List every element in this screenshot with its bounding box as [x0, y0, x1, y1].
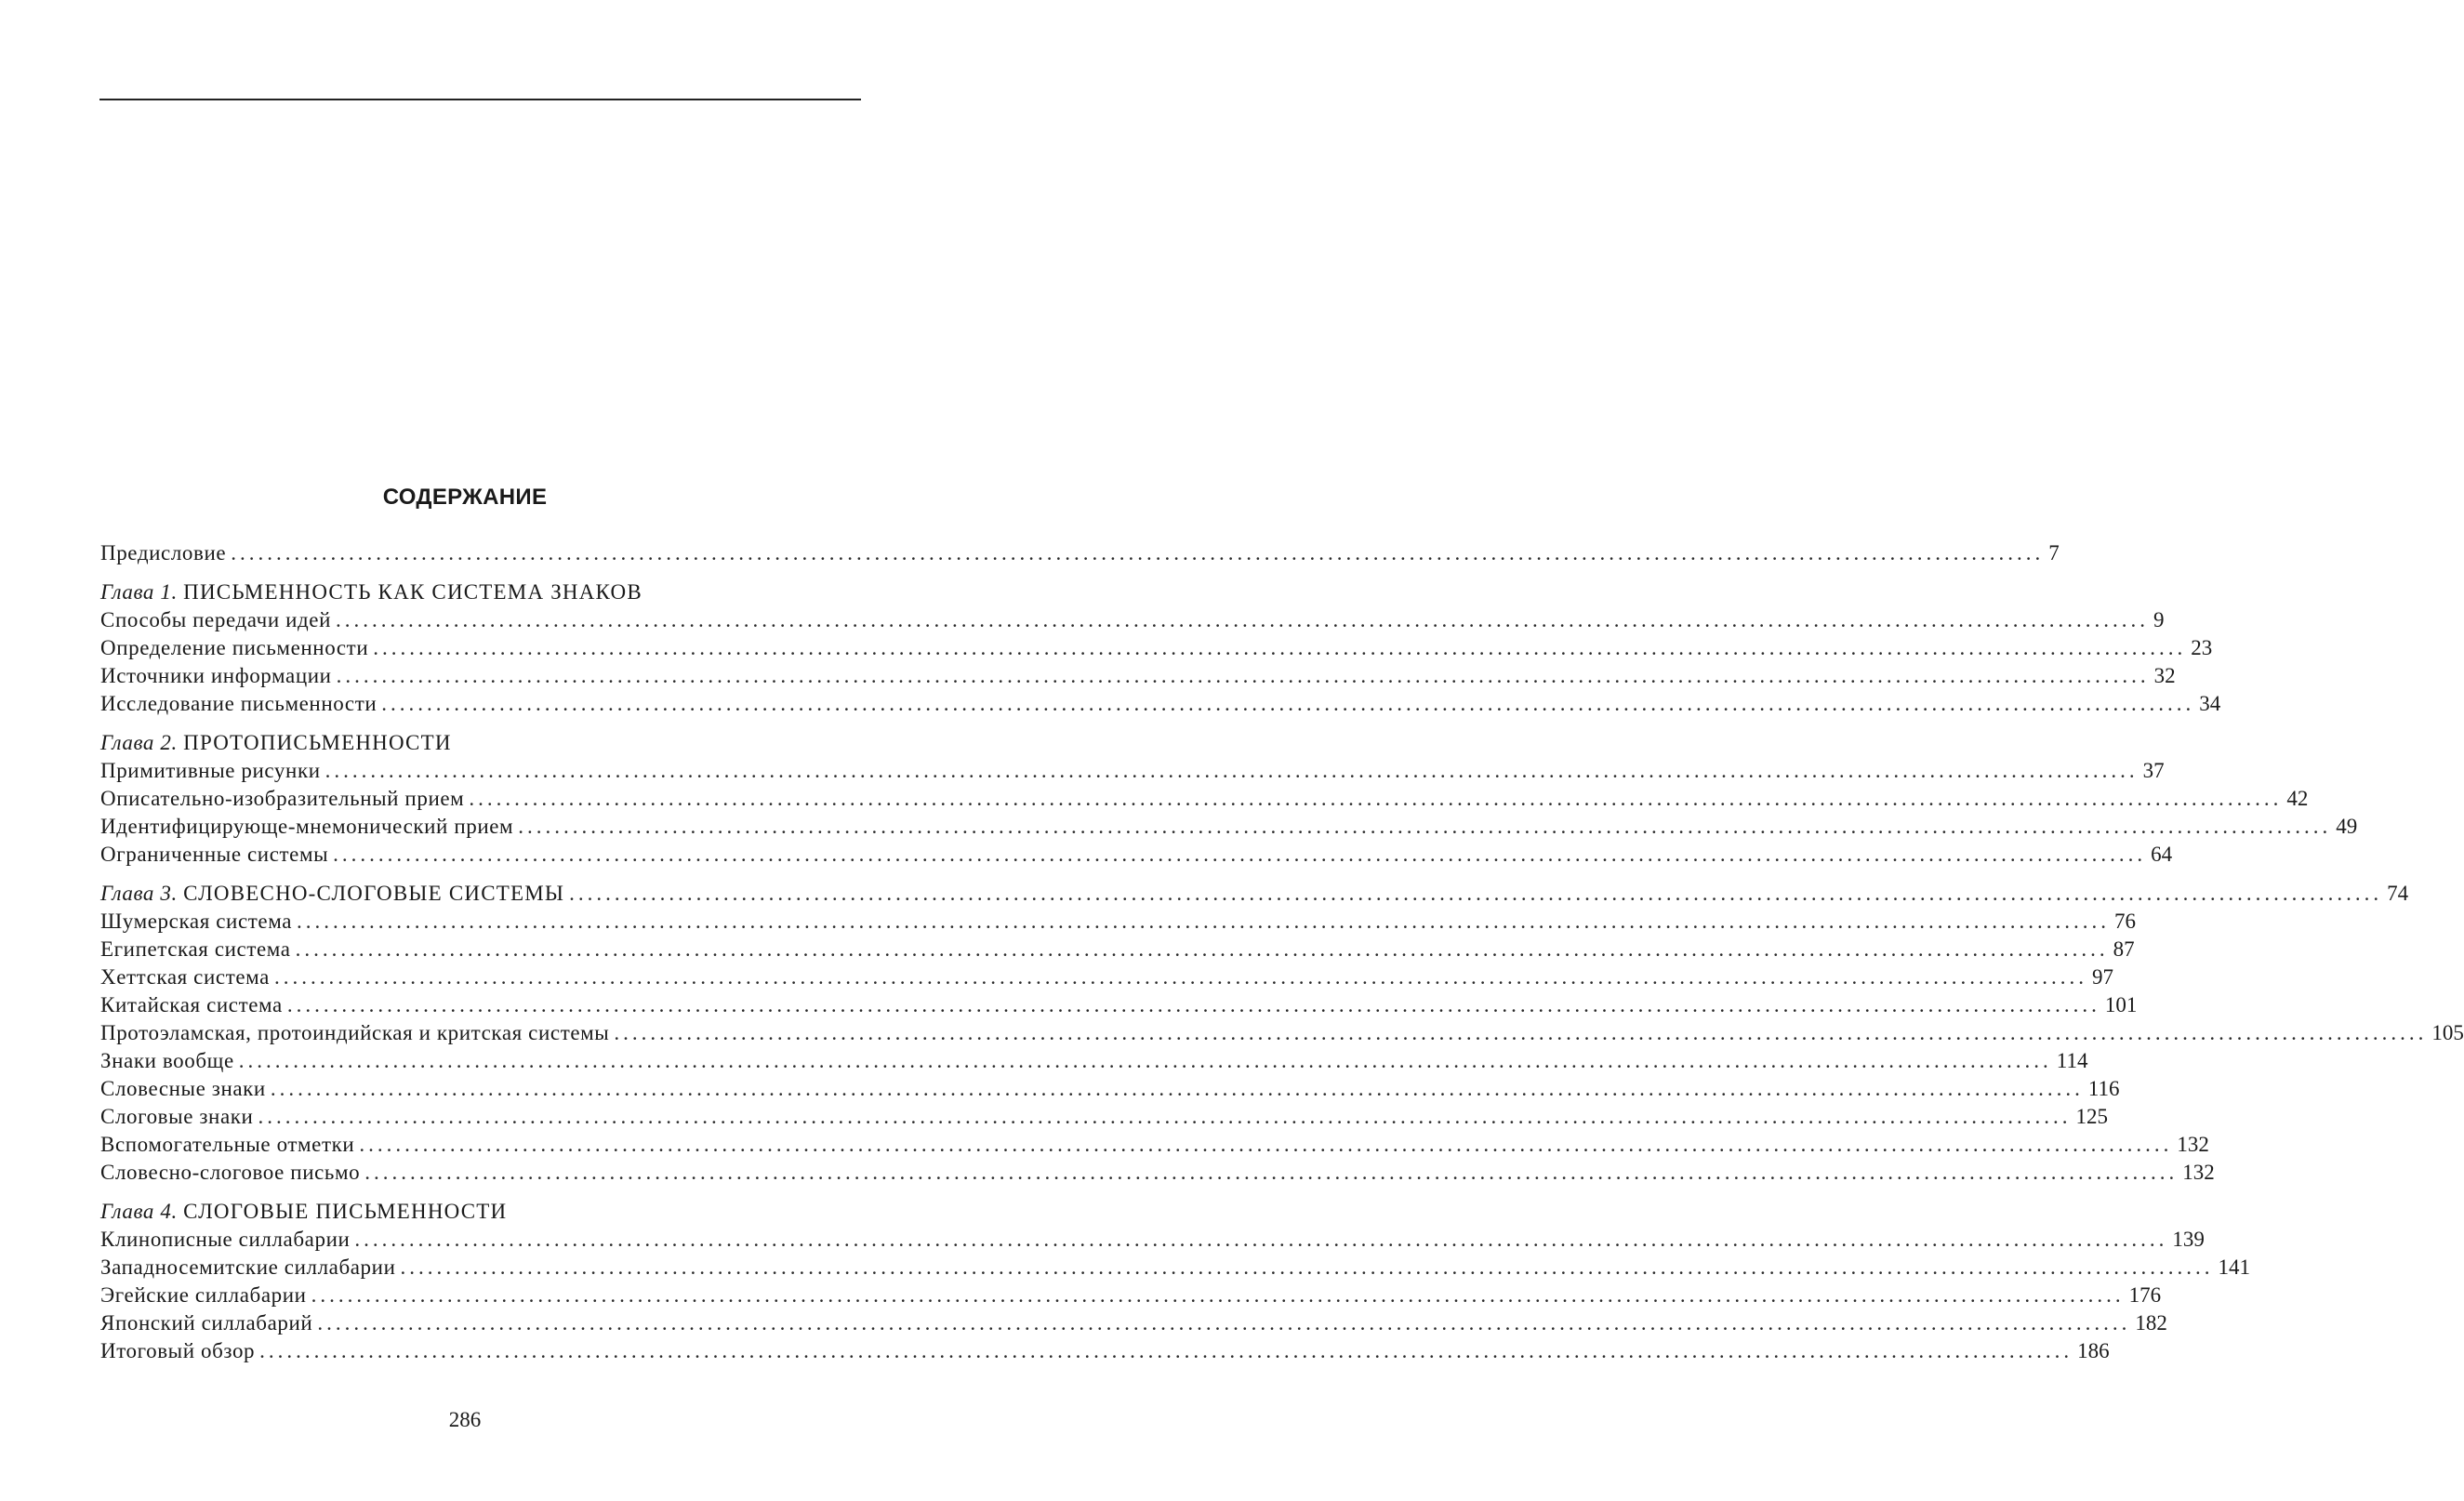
toc-entry[interactable] — [100, 785, 2309, 813]
toc-entry-preface[interactable] — [100, 539, 2060, 567]
chapter-heading-4[interactable] — [100, 1198, 861, 1226]
toc-entry-title: Предисловие — [100, 541, 227, 565]
toc-entry-title: Китайская система — [100, 993, 283, 1016]
toc-entry-page: 87 — [2113, 937, 2135, 961]
dot-leader: ........................................................................................................................................................................................................ — [273, 965, 2087, 989]
toc-entry[interactable] — [100, 690, 2221, 718]
toc-entry-page: 7 — [2048, 541, 2060, 565]
chapter-heading-text — [100, 880, 564, 908]
dot-leader: ........................................................................................................................................................................................................ — [259, 1339, 2073, 1362]
toc-entry[interactable] — [100, 662, 2176, 690]
toc-entry[interactable] — [100, 606, 2165, 634]
dot-leader: ........................................................................................................................................................................................................ — [518, 815, 2332, 838]
toc-entry-page: 176 — [2128, 1283, 2162, 1307]
toc-entry-title: Западносемитские силлабарии — [100, 1255, 396, 1279]
toc-entry[interactable] — [100, 936, 2135, 963]
dot-leader: ........................................................................................................................................................................................................ — [270, 1077, 2084, 1100]
toc-entry-page: 23 — [2191, 636, 2213, 659]
toc-entry-title: Знаки вообще — [100, 1049, 234, 1072]
dot-leader: ........................................................................................................................................................................................................ — [381, 692, 2195, 715]
chapter-heading-text — [100, 1198, 507, 1226]
toc-entry[interactable] — [100, 1075, 2120, 1103]
toc-entry-page: 64 — [2151, 843, 2173, 866]
chapter-title: ПИСЬМЕННОСТЬ КАК СИСТЕМА ЗНАКОВ — [183, 580, 642, 604]
page-number: 286 — [448, 1408, 482, 1431]
toc-entry-page: 9 — [2153, 608, 2165, 631]
toc-entry-title: Слоговые знаки — [100, 1105, 254, 1128]
chapter-label: Глава 1. — [100, 580, 178, 604]
toc-entry-title: Способы передачи идей — [100, 608, 332, 631]
toc-heading: СОДЕРЖАНИЕ — [382, 485, 548, 510]
dot-leader: ........................................................................................................................................................................................................ — [469, 787, 2283, 810]
dot-leader: ........................................................................................................................................................................................................ — [238, 1049, 2052, 1072]
toc-entry[interactable] — [100, 1226, 2205, 1254]
toc-entry-page: 141 — [2218, 1255, 2250, 1279]
chapter-title: ПРОТОПИСЬМЕННОСТИ — [183, 731, 452, 754]
toc-entry-page: 116 — [2087, 1077, 2120, 1100]
toc-entry-title: Египетская система — [100, 937, 291, 961]
dot-leader: ........................................................................................................................................................................................................ — [364, 1161, 2179, 1184]
toc-entry-page: 132 — [2177, 1133, 2209, 1156]
toc-entry-title: Итоговый обзор — [100, 1339, 256, 1362]
dot-leader: ........................................................................................................................................................................................................ — [400, 1255, 2214, 1279]
toc-entry-page: 186 — [2077, 1339, 2110, 1362]
chapter-heading-text — [100, 729, 452, 757]
toc-entry-title: Хеттская система — [100, 965, 270, 989]
toc-entry-title: Источники информации — [100, 664, 332, 687]
toc-entry[interactable] — [100, 813, 2358, 841]
toc-entry[interactable] — [100, 757, 2165, 785]
toc-entry-page: 105 — [2431, 1021, 2464, 1044]
dot-leader: ........................................................................................................................................................................................................ — [295, 937, 2109, 961]
toc-entry-page: 101 — [2104, 993, 2138, 1016]
dot-leader: ........................................................................................................................................................................................................ — [373, 636, 2187, 659]
chapter-label: Глава 3. — [100, 882, 178, 905]
chapter-heading-3[interactable] — [100, 880, 2409, 908]
dot-leader: ........................................................................................................................................................................................................ — [614, 1021, 2428, 1044]
dot-leader: ........................................................................................................................................................................................................ — [354, 1228, 2168, 1251]
dot-leader: ........................................................................................................................................................................................................ — [336, 608, 2150, 631]
dot-leader: ........................................................................................................................................................................................................ — [311, 1283, 2125, 1307]
chapter-label: Глава 2. — [100, 731, 178, 754]
toc-entry[interactable] — [100, 1159, 2215, 1187]
dot-leader: ........................................................................................................................................................................................................ — [333, 843, 2147, 866]
dot-leader: ........................................................................................................................................................................................................ — [359, 1133, 2173, 1156]
toc-entry-title: Шумерская система — [100, 910, 293, 933]
toc-entry-page: 97 — [2091, 965, 2113, 989]
toc-entry[interactable] — [100, 634, 2213, 662]
chapter-page: 74 — [2387, 882, 2409, 905]
toc-entry[interactable] — [100, 908, 2137, 936]
toc-entry-title: Исследование письменности — [100, 692, 378, 715]
toc-entry[interactable] — [100, 1019, 2464, 1047]
toc-entry-title: Клинописные силлабарии — [100, 1228, 351, 1251]
toc-entry-title: Описательно-изобразительный прием — [100, 787, 465, 810]
toc-entry[interactable] — [100, 963, 2113, 991]
toc-entry[interactable] — [100, 991, 2138, 1019]
toc-entry[interactable] — [100, 1254, 2250, 1282]
chapter-heading-text — [100, 578, 642, 606]
chapter-title: СЛОГОВЫЕ ПИСЬМЕННОСТИ — [183, 1200, 508, 1223]
toc-entry[interactable] — [100, 1047, 2088, 1075]
chapter-title: СЛОВЕСНО-СЛОГОВЫЕ СИСТЕМЫ — [183, 882, 565, 905]
dot-leader: ........................................................................................................................................................................................................ — [336, 664, 2150, 687]
toc-entry-page: 49 — [2336, 815, 2358, 838]
toc-entry-page: 182 — [2135, 1311, 2167, 1335]
chapter-heading-2[interactable] — [100, 729, 861, 757]
toc-entry[interactable] — [100, 1337, 2110, 1365]
toc-entry-title: Определение письменности — [100, 636, 369, 659]
top-rule — [99, 99, 861, 100]
toc-entry-page: 37 — [2142, 759, 2165, 782]
toc-entry-title: Словесно-слоговое письмо — [100, 1161, 361, 1184]
toc-entry-title: Вспомогательные отметки — [100, 1133, 355, 1156]
toc-entry-page: 32 — [2153, 664, 2176, 687]
toc-entry-page: 132 — [2182, 1161, 2215, 1184]
toc-entry-title: Примитивные рисунки — [100, 759, 321, 782]
chapter-heading-1[interactable] — [100, 578, 861, 606]
toc-entry[interactable] — [100, 1309, 2167, 1337]
dot-leader: ........................................................................................................................................................................................................ — [286, 993, 2100, 1016]
toc-entry-page: 114 — [2056, 1049, 2088, 1072]
toc-entry-title: Протоэламская, протоиндийская и критская системы — [100, 1021, 610, 1044]
toc-entry-page: 139 — [2172, 1228, 2205, 1251]
dot-leader: ........................................................................................................................................................................................................ — [297, 910, 2111, 933]
toc-entry[interactable] — [100, 841, 2173, 869]
dot-leader: ........................................................................................................................................................................................................ — [569, 882, 2383, 905]
dot-leader: ........................................................................................................................................................................................................ — [258, 1105, 2072, 1128]
dot-leader: ........................................................................................................................................................................................................ — [317, 1311, 2131, 1335]
toc-entry-page: 125 — [2075, 1105, 2108, 1128]
chapter-label: Глава 4. — [100, 1200, 178, 1223]
toc-entry[interactable] — [100, 1282, 2162, 1309]
toc-entry-page: 42 — [2286, 787, 2309, 810]
toc-entry-title: Ограниченные системы — [100, 843, 329, 866]
toc-entry-title: Эгейские силлабарии — [100, 1283, 307, 1307]
toc-entry-page: 34 — [2199, 692, 2221, 715]
table-of-contents — [100, 539, 2464, 1365]
toc-entry-title: Идентифицирующе-мнемонический прием — [100, 815, 514, 838]
dot-leader: ........................................................................................................................................................................................................ — [325, 759, 2139, 782]
toc-entry[interactable] — [100, 1103, 2108, 1131]
toc-entry[interactable] — [100, 1131, 2209, 1159]
toc-entry-title: Словесные знаки — [100, 1077, 266, 1100]
dot-leader: ........................................................................................................................................................................................................ — [231, 541, 2045, 565]
toc-entry-page: 76 — [2114, 910, 2137, 933]
toc-entry-title: Японский силлабарий — [100, 1311, 313, 1335]
